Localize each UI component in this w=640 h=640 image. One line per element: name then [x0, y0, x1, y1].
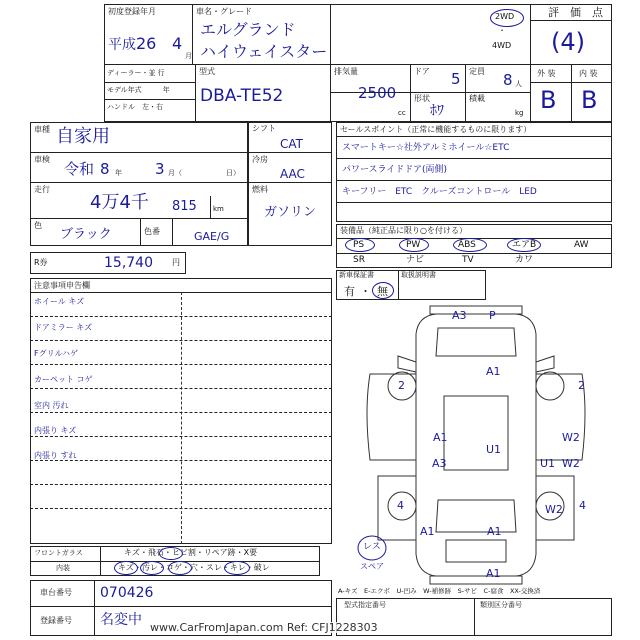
recycle-label: R券 [34, 258, 48, 267]
drive-4wd: 4WD [492, 41, 512, 50]
recycle-amount: 15,740 [104, 255, 153, 271]
note-item: Fグリルハゲ [34, 349, 79, 358]
mileage-value: 4万4千 [90, 192, 149, 213]
inspection-label: 車検 [34, 155, 50, 164]
reg-month: 4 [172, 34, 183, 53]
note-item: カーペット コゲ [34, 375, 93, 384]
damage-mark: W2 [562, 457, 580, 470]
damage-mark: A1 [486, 567, 501, 580]
equip-leather: カワ [515, 255, 534, 265]
interior-circle-3 [168, 561, 192, 575]
sales-title: セールスポイント（正常に機能するものに限ります） [340, 125, 532, 134]
drive-dot: ・ [498, 26, 506, 35]
warranty-label: 新車保証書 [339, 271, 374, 279]
equip-abs: ABS [458, 240, 476, 250]
mileage-label: 走行 [34, 185, 50, 194]
interior-circle-2 [140, 561, 164, 575]
reg-date-label: 初度登録年月 [108, 7, 156, 16]
type-label: 車種 [34, 125, 50, 134]
handle-label: ハンドル 左・右 [107, 103, 163, 111]
fuel-label: 燃料 [252, 185, 268, 194]
note-item: 内張り キズ [34, 426, 77, 435]
damage-mark: A3 [432, 457, 447, 470]
spare-caption: スペア [360, 562, 384, 571]
shift-value: CAT [280, 137, 303, 151]
damage-mark: A1 [420, 525, 435, 538]
reg-year: 26 [136, 34, 157, 53]
equip-navi: ナビ [406, 255, 425, 265]
legend: A-キズ E-エクボ U-凹み W-補修跡 S-サビ C-腐食 XX-交換済 [338, 587, 541, 595]
color-label: 色 [34, 221, 42, 230]
model-value: DBA-TE52 [200, 86, 284, 106]
interior-circle-1 [114, 561, 138, 575]
mileage-small: 815 [172, 199, 197, 214]
insp-month: 3 [155, 160, 165, 178]
recycle-unit: 円 [172, 258, 180, 267]
ac-label: 冷房 [252, 155, 268, 164]
sales-line-3: キーフリー ETC クルーズコントロール LED [342, 187, 537, 197]
chassis-label: 車台番号 [40, 588, 72, 597]
equip-sr: SR [353, 255, 365, 265]
cc-unit: cc [398, 109, 406, 117]
score-label: 評 価 点 [548, 6, 603, 19]
reg-era: 平成 [108, 37, 136, 53]
registration-value: 名変中 [100, 612, 142, 628]
interior-label: 内 装 [579, 69, 598, 78]
interior-text: キズ・汚レ・コゲ・穴・スレ・キレ・破レ [118, 563, 270, 572]
equip-pw: PW [406, 240, 421, 250]
insp-day-unit: 日） [226, 169, 240, 177]
registration-label: 登録番号 [40, 616, 72, 625]
capacity-value: 8 [503, 71, 513, 89]
damage-mark: 4 [397, 499, 404, 512]
header-section [104, 4, 612, 122]
damage-mark: 4 [579, 499, 586, 512]
front-glass-text: キズ・飛石・ヒビ割・リペア跡・X要 [124, 548, 258, 557]
damage-mark: 2 [578, 379, 585, 392]
car-name: エルグランド [200, 20, 296, 39]
insp-year-unit: 年 [115, 169, 122, 177]
door-label: ドア [414, 67, 430, 76]
km-unit: km [213, 205, 224, 213]
equipment-title: 装備品（純正品に限り○を付ける） [340, 226, 467, 235]
interior-circle-4 [224, 561, 250, 575]
chassis-value: 070426 [100, 585, 154, 601]
insp-month-unit: 月（ [168, 169, 182, 177]
dealer-label: ディーラー・並 行 [107, 69, 165, 77]
model-year-label: モデル年式 年 [107, 86, 170, 94]
drive-2wd: 2WD [495, 12, 515, 21]
damage-mark: 2 [398, 379, 405, 392]
record-label: 取扱説明書 [401, 271, 436, 279]
load-label: 積載 [469, 94, 485, 103]
note-item: 内張り すれ [34, 451, 77, 460]
capacity-label: 定員 [469, 67, 485, 76]
shift-label: シフト [252, 124, 276, 133]
shape-label: 形状 [414, 94, 430, 103]
model-year-label: 型式指定番号 [344, 601, 386, 609]
color-value: ブラック [60, 227, 112, 242]
damage-mark: W2 [545, 503, 563, 516]
car-grade: ハイウェイスター [200, 42, 328, 61]
sales-line-2: パワースライドドア(両側) [342, 165, 448, 175]
damage-mark: U1 [540, 457, 556, 470]
reg-month-unit: 月 [185, 52, 192, 60]
damage-mark: A1 [486, 365, 501, 378]
damage-mark: U1 [486, 443, 502, 456]
kg-unit: kg [515, 109, 524, 117]
note-item: ホイール キズ [34, 297, 85, 306]
insp-era: 令和 [64, 160, 95, 178]
front-glass-circle [159, 547, 183, 560]
color-no-value: GAE/G [194, 230, 230, 243]
door-value: 5 [451, 70, 461, 88]
type-value: 自家用 [56, 126, 110, 147]
color-no-label: 色番 [144, 227, 160, 236]
warranty-no: 無 [377, 285, 388, 298]
score-value: (4) [551, 28, 585, 56]
model-label: 型式 [199, 67, 215, 76]
watermark: www.CarFromJapan.com Ref: CFJ1228303 [150, 621, 378, 634]
warranty-dot: ・ [360, 285, 371, 298]
exterior-label: 外 装 [537, 69, 556, 78]
class-label: 類別区分番号 [480, 601, 522, 609]
equip-ps: PS [353, 240, 365, 250]
car-name-label: 車名・グレード [196, 7, 252, 16]
insp-year: 8 [100, 160, 110, 178]
damage-mark: A3 [452, 309, 467, 322]
fuel-value: ガソリン [264, 205, 317, 220]
note-item: ドアミラー キズ [34, 323, 93, 332]
equip-aw: AW [574, 240, 589, 250]
spare-label: レス [363, 542, 381, 552]
warranty-yes: 有 [344, 285, 355, 298]
damage-mark: A1 [433, 431, 448, 444]
equip-airb: エアB [512, 240, 537, 250]
displacement-label: 排気量 [334, 67, 358, 76]
notes-title: 注意事項申告欄 [34, 281, 90, 290]
note-item: 室内 汚れ [34, 401, 69, 410]
front-glass-label: フロントガラス [34, 549, 83, 557]
interior-glass-label: 内装 [56, 564, 70, 572]
exterior-grade: B [540, 86, 557, 114]
displacement-value: 2500 [358, 84, 397, 102]
damage-mark: W2 [562, 431, 580, 444]
shape-value: ﾎﾜ [430, 103, 444, 119]
capacity-unit: 人 [515, 80, 522, 88]
equip-tv: TV [462, 255, 474, 265]
damage-mark: A1 [487, 525, 502, 538]
interior-grade: B [581, 86, 598, 114]
ac-value: AAC [280, 167, 305, 181]
sales-line-1: スマートキー☆社外アルミホイール☆ETC [342, 143, 510, 153]
damage-mark: P [489, 309, 496, 322]
